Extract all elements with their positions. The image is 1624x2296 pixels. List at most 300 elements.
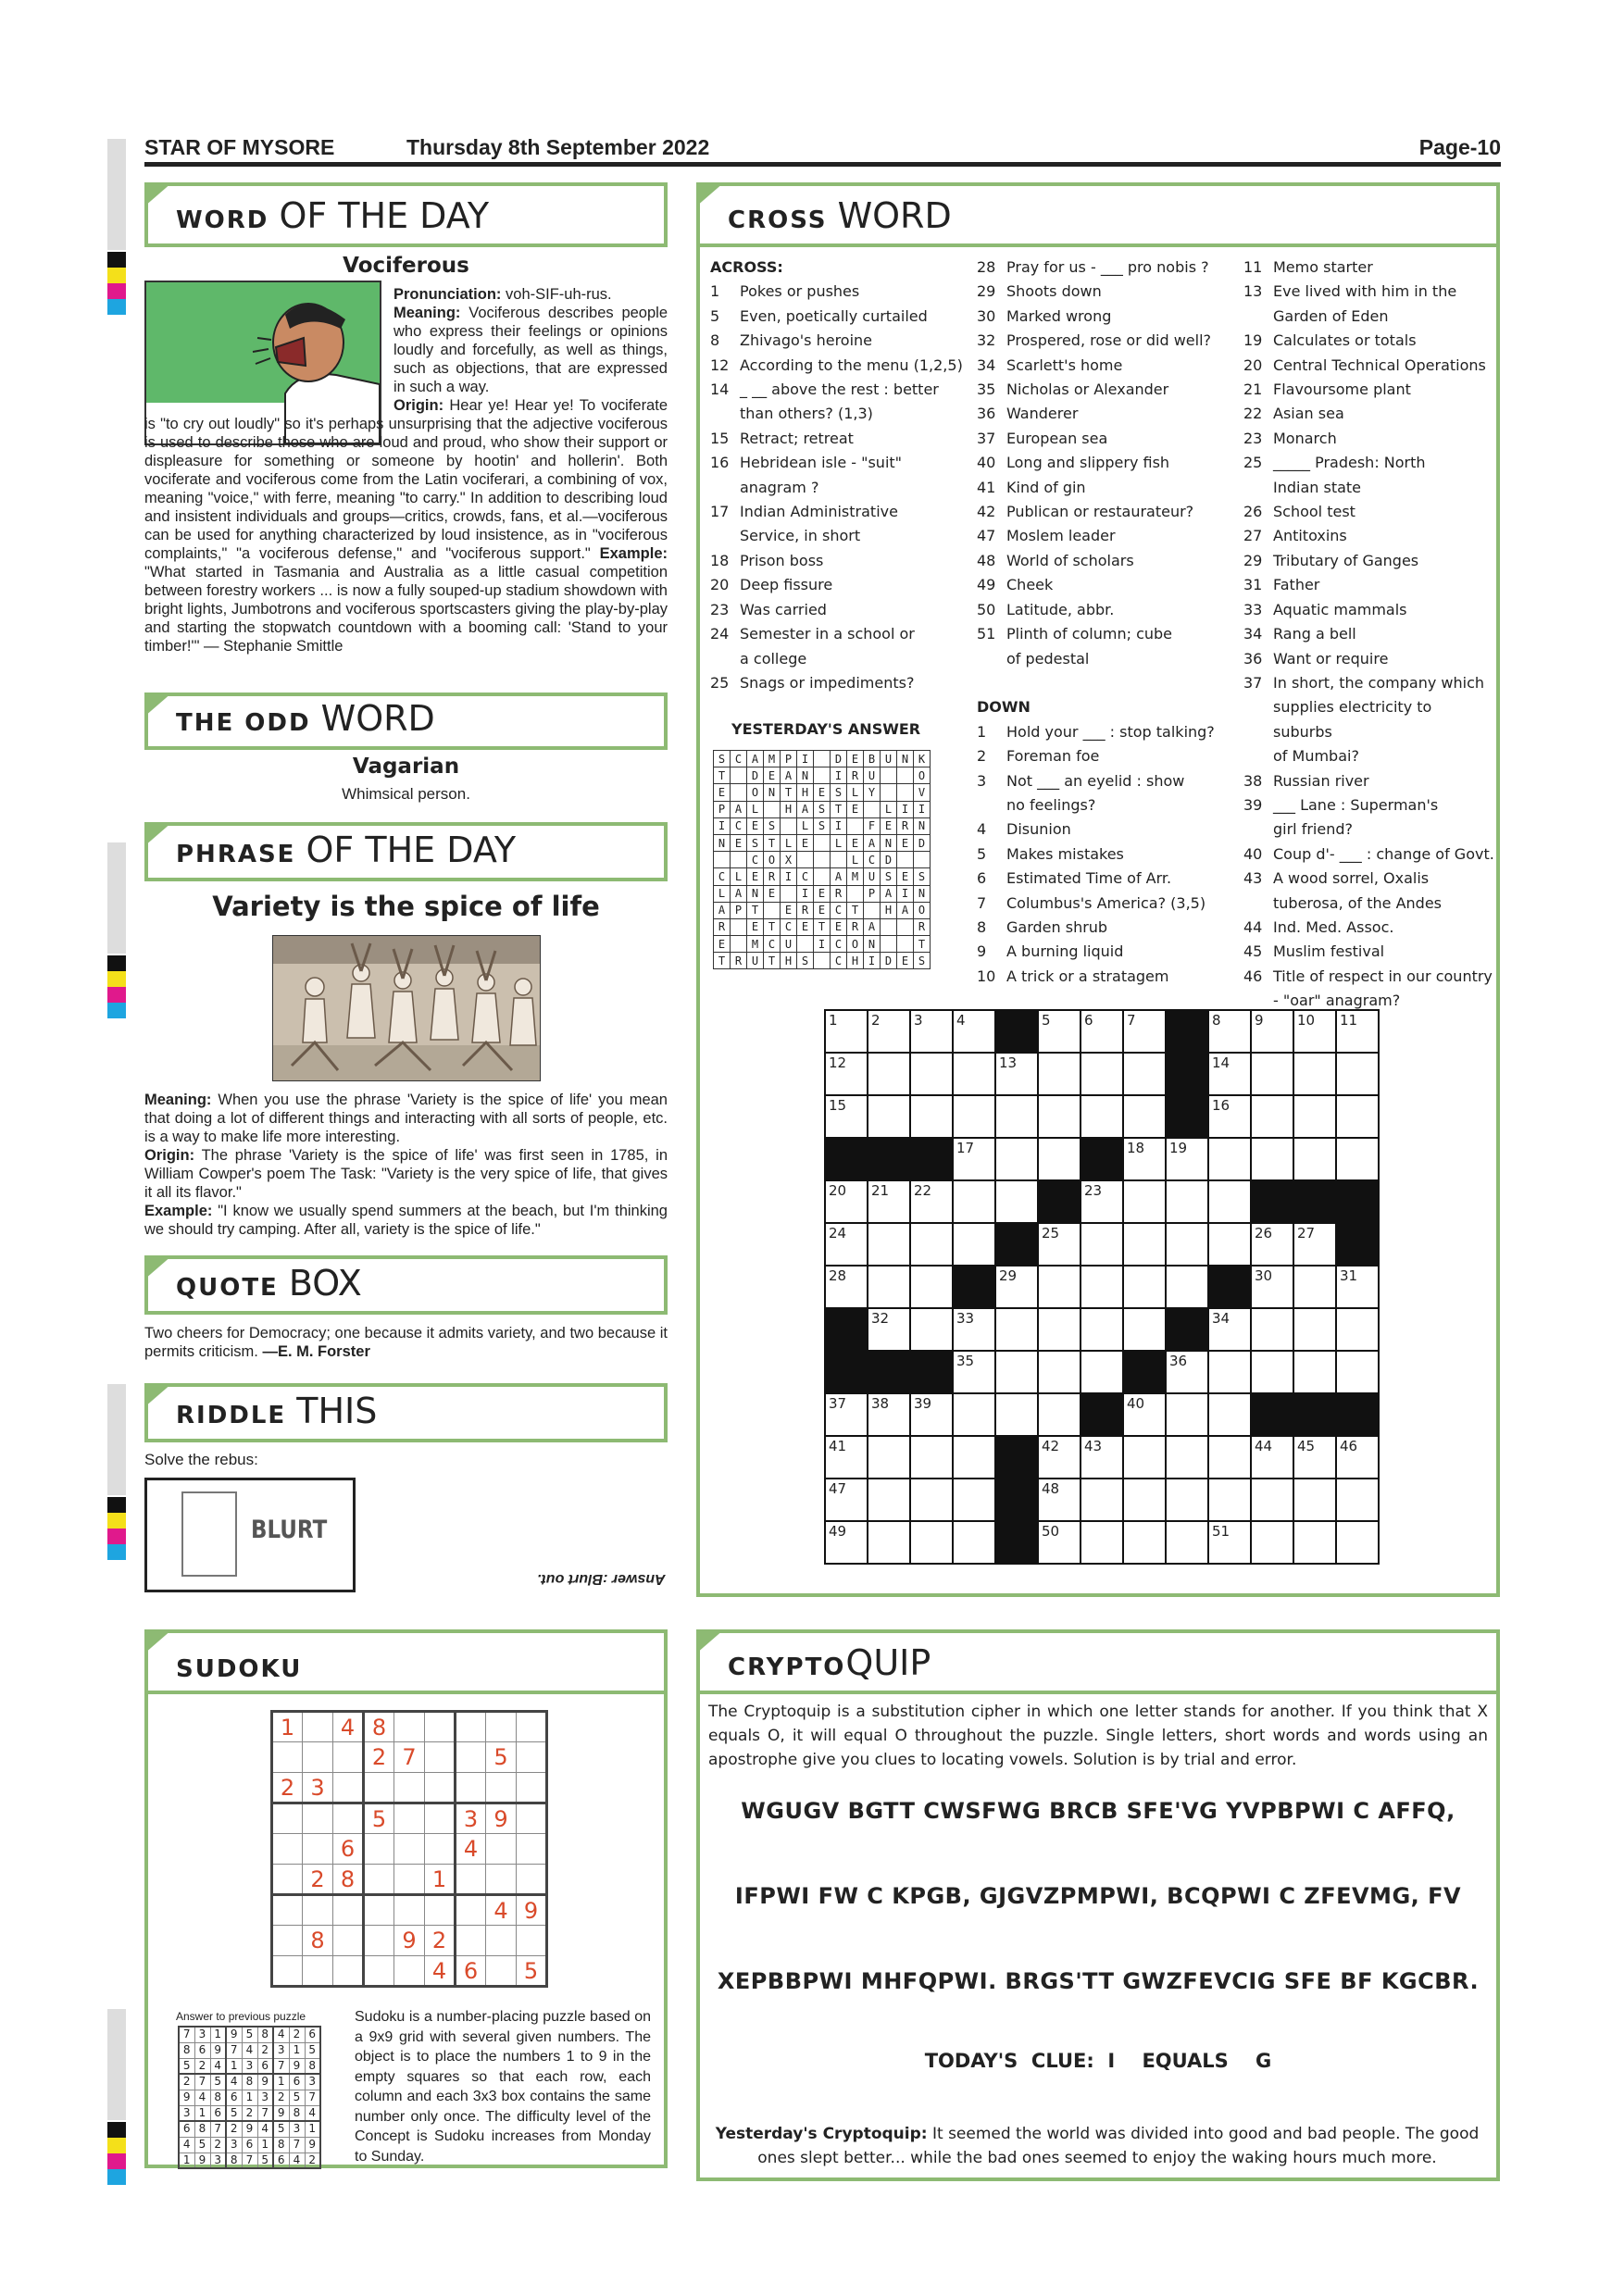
sudoku-cell[interactable] (333, 1895, 364, 1926)
answer-cell: C (831, 953, 847, 969)
sudoku-cell[interactable] (486, 1956, 517, 1987)
crossword-cell[interactable]: 41 (825, 1436, 868, 1479)
crossword-cell[interactable]: 10 (1293, 1010, 1336, 1053)
answer-cell: N (764, 784, 781, 801)
crossword-cell[interactable] (995, 1138, 1038, 1180)
crossword-cell[interactable]: 42 (1038, 1436, 1081, 1479)
clue-number: 18 (710, 551, 730, 569)
clue-item (1243, 500, 1495, 524)
crossword-cell[interactable] (1123, 1053, 1166, 1095)
answer-cell: C (831, 902, 847, 918)
crossword-cell[interactable]: 18 (1123, 1138, 1166, 1180)
sudoku-cell[interactable] (272, 1865, 303, 1895)
sudoku-cell[interactable] (333, 1773, 364, 1803)
crossword-cell[interactable]: 20 (825, 1180, 868, 1223)
clue-number: 21 (1243, 381, 1263, 399)
crossword-cell[interactable] (868, 1266, 910, 1308)
answer-cell: T (764, 918, 781, 935)
crossword-cell[interactable] (1251, 1351, 1293, 1393)
answer-blank-cell (764, 801, 781, 817)
crossword-cell[interactable] (1123, 1308, 1166, 1351)
clue-number: 10 (977, 967, 996, 985)
sudoku-answer-cell: 4 (210, 2058, 226, 2074)
sudoku-cell[interactable] (517, 1803, 547, 1834)
clue-number (1243, 892, 1273, 916)
answer-blank-cell (781, 817, 797, 834)
sudoku-cell[interactable] (517, 1712, 547, 1742)
sudoku-answer-cell: 2 (194, 2058, 210, 2074)
clue-item (977, 549, 1241, 573)
sudoku-cell[interactable] (303, 1956, 333, 1987)
crossword-cell[interactable]: 14 (1208, 1053, 1251, 1095)
sudoku-cell[interactable] (364, 1956, 394, 1987)
crossword-cell[interactable] (995, 1095, 1038, 1138)
sudoku-cell[interactable] (333, 1803, 364, 1834)
crossword-cell[interactable]: 31 (1336, 1266, 1379, 1308)
sudoku-cell[interactable] (394, 1865, 425, 1895)
crossword-black-cell (1293, 1180, 1336, 1223)
crossword-cell[interactable] (910, 1095, 953, 1138)
crossword-cell[interactable] (953, 1436, 995, 1479)
crossword-cell[interactable] (1166, 1521, 1208, 1564)
sudoku-cell[interactable] (364, 1895, 394, 1926)
sudoku-cell[interactable] (394, 1803, 425, 1834)
crossword-cell[interactable] (995, 1393, 1038, 1436)
clue-text: _____ Pradesh: North (1273, 454, 1426, 472)
sudoku-cell: 5 (364, 1803, 394, 1834)
sudoku-cell[interactable] (517, 1773, 547, 1803)
publication-name: STAR OF MYSORE (144, 135, 335, 159)
clue-number (1243, 817, 1273, 842)
sudoku-cell: 2 (272, 1773, 303, 1803)
clue-item (977, 647, 1241, 671)
crossword-cell[interactable] (1081, 1521, 1123, 1564)
crossword-cell[interactable]: 47 (825, 1479, 868, 1521)
sudoku-cell[interactable] (517, 1834, 547, 1865)
crossword-cell[interactable] (1293, 1479, 1336, 1521)
crossword-cell[interactable] (910, 1053, 953, 1095)
crossword-cell[interactable]: 23 (1081, 1180, 1123, 1223)
crossword-cell[interactable] (1336, 1351, 1379, 1393)
crossword-cell[interactable]: 24 (825, 1223, 868, 1266)
crossword-cell[interactable] (953, 1180, 995, 1223)
clue-text: Foreman foe (1006, 747, 1100, 766)
crossword-cell[interactable]: 46 (1336, 1436, 1379, 1479)
clue-number (710, 476, 740, 500)
crossword-cell[interactable] (1038, 1266, 1081, 1308)
sudoku-answer-cell: 8 (289, 2105, 305, 2121)
answer-blank-cell (781, 885, 797, 902)
crossword-cell[interactable]: 50 (1038, 1521, 1081, 1564)
crossword-cell[interactable] (1293, 1308, 1336, 1351)
clue-number: 45 (1243, 942, 1263, 961)
crossword-cell[interactable]: 38 (868, 1393, 910, 1436)
crossword-cell[interactable] (868, 1436, 910, 1479)
crossword-cell[interactable]: 19 (1166, 1138, 1208, 1180)
sudoku-cell[interactable] (517, 1742, 547, 1773)
answer-cell: U (747, 953, 764, 969)
crossword-cell[interactable]: 5 (1038, 1010, 1081, 1053)
crossword-cell[interactable] (1123, 1180, 1166, 1223)
crossword-cell[interactable] (1038, 1393, 1081, 1436)
clue-number: 3 (977, 771, 987, 790)
answer-blank-cell (731, 784, 747, 801)
crossword-cell[interactable]: 17 (953, 1138, 995, 1180)
crossword-cell[interactable]: 30 (1251, 1266, 1293, 1308)
clue-text: Plinth of column; cube (1006, 625, 1172, 643)
sudoku-cell[interactable] (425, 1895, 456, 1926)
crossword-cell[interactable] (1081, 1223, 1123, 1266)
crossword-cell[interactable]: 34 (1208, 1308, 1251, 1351)
crossword-black-cell (825, 1351, 868, 1393)
crossword-cell[interactable] (1038, 1053, 1081, 1095)
sudoku-cell[interactable] (456, 1742, 486, 1773)
answer-cell: C (731, 817, 747, 834)
clue-text: Latitude, abbr. (1006, 600, 1115, 618)
crossword-cell[interactable]: 12 (825, 1053, 868, 1095)
crossword-cell[interactable] (1251, 1053, 1293, 1095)
answer-cell: S (764, 817, 781, 834)
crossword-cell[interactable]: 48 (1038, 1479, 1081, 1521)
sudoku-cell[interactable] (456, 1865, 486, 1895)
sudoku-cell[interactable] (486, 1773, 517, 1803)
crossword-cell[interactable] (995, 1308, 1038, 1351)
crossword-cell[interactable]: 13 (995, 1053, 1038, 1095)
sudoku-answer-cell: 3 (226, 2137, 242, 2152)
origin-label: Origin: (394, 397, 444, 414)
example-text: "I know we usually spend summers at the beach, but I'm thinking we should try camping. After all, variety is the spice of life." (144, 1203, 668, 1238)
clue-text: Hebridean isle - "suit" (740, 454, 903, 472)
sudoku-cell[interactable] (303, 1742, 333, 1773)
crossword-cell[interactable] (1293, 1053, 1336, 1095)
sudoku-cell: 2 (425, 1926, 456, 1956)
crossword-cell[interactable] (1081, 1308, 1123, 1351)
corner-flag-icon (144, 1383, 172, 1407)
crossword-cell[interactable]: 21 (868, 1180, 910, 1223)
sudoku-cell[interactable] (303, 1803, 333, 1834)
across-clue-list (710, 280, 975, 695)
crossword-cell[interactable] (995, 1180, 1038, 1223)
sudoku-cell[interactable] (364, 1834, 394, 1865)
crossword-cell[interactable]: 27 (1293, 1223, 1336, 1266)
crossword-cell[interactable] (1166, 1266, 1208, 1308)
crossword-cell[interactable] (1251, 1521, 1293, 1564)
sudoku-cell[interactable] (303, 1712, 333, 1742)
sudoku-cell[interactable] (303, 1895, 333, 1926)
crossword-cell[interactable] (953, 1223, 995, 1266)
sudoku-cell[interactable] (333, 1742, 364, 1773)
clue-item (1243, 280, 1495, 304)
section-title-bold: THE ODD (176, 709, 311, 737)
sudoku-cell[interactable] (425, 1773, 456, 1803)
crossword-cell[interactable] (1123, 1436, 1166, 1479)
crossword-cell[interactable] (1208, 1138, 1251, 1180)
crossword-cell[interactable] (1293, 1521, 1336, 1564)
sudoku-cell[interactable] (272, 1803, 303, 1834)
crossword-cell[interactable] (1293, 1138, 1336, 1180)
crossword-cell[interactable] (1166, 1479, 1208, 1521)
crossword-cell[interactable] (953, 1053, 995, 1095)
crossword-cell[interactable] (1038, 1308, 1081, 1351)
sudoku-cell: 2 (364, 1742, 394, 1773)
crossword-cell[interactable] (1208, 1479, 1251, 1521)
sudoku-answer-cell: 6 (194, 2042, 210, 2058)
crossword-cell[interactable] (1251, 1138, 1293, 1180)
crossword-cell[interactable] (1166, 1393, 1208, 1436)
margin-strip-top (107, 139, 126, 250)
sudoku-cell[interactable] (333, 1926, 364, 1956)
answer-cell: C (831, 936, 847, 953)
clue-text: Title of respect in our country (1273, 967, 1493, 985)
crossword-cell[interactable]: 32 (868, 1308, 910, 1351)
crossword-cell[interactable] (953, 1479, 995, 1521)
crossword-cell[interactable] (1081, 1479, 1123, 1521)
sudoku-cell[interactable] (272, 1895, 303, 1926)
sudoku-cell[interactable] (486, 1834, 517, 1865)
answer-cell: H (781, 953, 797, 969)
quote-text-block (144, 1324, 668, 1361)
crossword-cell[interactable]: 16 (1208, 1095, 1251, 1138)
sudoku-cell[interactable] (303, 1834, 333, 1865)
sudoku-cell[interactable] (394, 1895, 425, 1926)
crossword-cell[interactable]: 44 (1251, 1436, 1293, 1479)
crossword-cell[interactable] (1123, 1266, 1166, 1308)
crossword-cell[interactable] (953, 1393, 995, 1436)
answer-cell: R (847, 918, 864, 935)
crossword-cell[interactable]: 49 (825, 1521, 868, 1564)
answer-cell: L (747, 801, 764, 817)
crossword-cell[interactable]: 8 (1208, 1010, 1251, 1053)
crossword-cell[interactable] (953, 1521, 995, 1564)
answer-cell: L (714, 885, 731, 902)
crossword-cell[interactable] (1123, 1521, 1166, 1564)
clue-number (977, 793, 1006, 817)
crossword-cell[interactable]: 22 (910, 1180, 953, 1223)
clue-text: Shoots down (1006, 282, 1102, 301)
answer-cell: C (781, 918, 797, 935)
crossword-cell[interactable] (1208, 1393, 1251, 1436)
clue-item (710, 622, 975, 646)
crossword-cell[interactable]: 1 (825, 1010, 868, 1053)
crossword-cell[interactable]: 29 (995, 1266, 1038, 1308)
clue-number: 47 (977, 527, 996, 545)
clue-number (1243, 305, 1273, 329)
crossword-cell[interactable]: 9 (1251, 1010, 1293, 1053)
crossword-black-cell (1336, 1180, 1379, 1223)
yesterday-answer-label: YESTERDAY'S ANSWER (731, 720, 921, 738)
answer-cell: A (731, 885, 747, 902)
crossword-cell[interactable] (1123, 1479, 1166, 1521)
crossword-cell[interactable] (910, 1479, 953, 1521)
sudoku-cell[interactable] (486, 1865, 517, 1895)
answer-cell: L (797, 817, 814, 834)
crossword-cell[interactable] (1166, 1436, 1208, 1479)
crossword-cell[interactable]: 4 (953, 1010, 995, 1053)
crossword-cell[interactable] (1208, 1351, 1251, 1393)
answer-cell: X (781, 852, 797, 868)
sudoku-answer-cell: 3 (242, 2058, 257, 2074)
crossword-cell[interactable] (910, 1223, 953, 1266)
crossword-cell[interactable] (1336, 1138, 1379, 1180)
sudoku-cell[interactable] (456, 1895, 486, 1926)
sudoku-cell[interactable] (486, 1926, 517, 1956)
crossword-cell[interactable] (868, 1223, 910, 1266)
crossword-cell[interactable] (1293, 1266, 1336, 1308)
crossword-cell[interactable]: 37 (825, 1393, 868, 1436)
sudoku-cell[interactable] (425, 1742, 456, 1773)
sudoku-cell[interactable] (272, 1834, 303, 1865)
sudoku-answer-cell: 9 (289, 2058, 305, 2074)
clue-number: 26 (1243, 503, 1263, 521)
crossword-cell[interactable]: 26 (1251, 1223, 1293, 1266)
crossword-cell[interactable] (910, 1266, 953, 1308)
answer-cell: O (914, 767, 931, 784)
sudoku-cell[interactable] (272, 1926, 303, 1956)
crossword-cell[interactable] (1208, 1223, 1251, 1266)
clue-text: Publican or restaurateur? (1006, 503, 1194, 521)
crossword-cell[interactable] (1123, 1223, 1166, 1266)
answer-cell: T (764, 834, 781, 851)
sudoku-answer-cell: 2 (210, 2137, 226, 2152)
crossword-cell[interactable] (1166, 1180, 1208, 1223)
sudoku-cell[interactable] (394, 1956, 425, 1987)
answer-blank-cell (797, 852, 814, 868)
crossword-cell[interactable]: 15 (825, 1095, 868, 1138)
crossword-cell[interactable]: 40 (1123, 1393, 1166, 1436)
crossword-cell[interactable]: 6 (1081, 1010, 1123, 1053)
crossword-cell[interactable] (995, 1351, 1038, 1393)
crossword-cell[interactable] (1081, 1266, 1123, 1308)
crossword-cell[interactable]: 43 (1081, 1436, 1123, 1479)
crossword-cell[interactable] (1081, 1095, 1123, 1138)
crossword-cell[interactable] (1251, 1308, 1293, 1351)
sudoku-cell[interactable] (456, 1926, 486, 1956)
quote-title-box (144, 1255, 668, 1315)
sudoku-cell[interactable] (425, 1803, 456, 1834)
sudoku-cell[interactable] (272, 1742, 303, 1773)
answer-cell: N (897, 751, 914, 767)
sudoku-cell[interactable] (425, 1834, 456, 1865)
section-title-rest: BOX (288, 1263, 362, 1304)
crossword-cell[interactable]: 39 (910, 1393, 953, 1436)
crossword-cell[interactable]: 28 (825, 1266, 868, 1308)
crossword-cell[interactable] (910, 1308, 953, 1351)
crossword-cell[interactable]: 36 (1166, 1351, 1208, 1393)
sudoku-cell[interactable] (364, 1773, 394, 1803)
crossword-cell[interactable] (868, 1479, 910, 1521)
clue-item (977, 916, 1241, 940)
crossword-cell[interactable] (1336, 1308, 1379, 1351)
crossword-grid (824, 1009, 1380, 1565)
clue-text: of Mumbai? (1273, 747, 1359, 766)
crossword-cell[interactable]: 45 (1293, 1436, 1336, 1479)
clue-text: no feelings? (1006, 795, 1096, 814)
meaning-label: Meaning: (394, 305, 461, 321)
crossword-black-cell (1081, 1393, 1123, 1436)
crossword-cell[interactable] (1123, 1095, 1166, 1138)
sudoku-cell[interactable] (517, 1926, 547, 1956)
answer-blank-cell (897, 784, 914, 801)
crossword-cell[interactable] (1336, 1479, 1379, 1521)
crossword-cell[interactable] (1251, 1479, 1293, 1521)
sudoku-cell[interactable] (272, 1956, 303, 1987)
sudoku-answer-cell: 9 (179, 2090, 194, 2105)
crossword-cell[interactable]: 25 (1038, 1223, 1081, 1266)
sudoku-cell[interactable] (333, 1956, 364, 1987)
clue-number: 32 (977, 331, 996, 350)
sudoku-answer-cell: 4 (194, 2090, 210, 2105)
sudoku-cell[interactable] (517, 1865, 547, 1895)
crossword-cell[interactable]: 3 (910, 1010, 953, 1053)
crossword-cell[interactable] (910, 1436, 953, 1479)
crossword-cell[interactable]: 33 (953, 1308, 995, 1351)
sudoku-answer-grid (178, 2026, 321, 2169)
clue-number (710, 402, 740, 426)
todays-clue: TODAY'S CLUE: I EQUALS G (924, 2050, 1272, 2072)
answer-blank-cell (897, 936, 914, 953)
sudoku-cell[interactable] (394, 1834, 425, 1865)
crossword-cell[interactable] (1336, 1095, 1379, 1138)
sudoku-cell[interactable] (364, 1926, 394, 1956)
word-of-day-definition-top (394, 285, 668, 396)
clue-number: 20 (710, 576, 730, 594)
crossword-cell[interactable] (1038, 1351, 1081, 1393)
crossword-cell[interactable] (868, 1095, 910, 1138)
clue-number (977, 647, 1006, 671)
sudoku-cell[interactable] (394, 1712, 425, 1742)
crossword-cell[interactable] (1081, 1053, 1123, 1095)
clue-text: A burning liquid (1006, 942, 1124, 961)
sudoku-cell[interactable] (425, 1712, 456, 1742)
sudoku-answer-cell: 5 (289, 2090, 305, 2105)
clue-item (977, 622, 1241, 646)
crossword-cell[interactable]: 35 (953, 1351, 995, 1393)
crossword-cell[interactable] (1251, 1095, 1293, 1138)
crossword-cell[interactable] (1166, 1223, 1208, 1266)
crossword-cell[interactable] (1208, 1180, 1251, 1223)
crossword-cell[interactable] (1336, 1521, 1379, 1564)
crossword-cell[interactable] (1336, 1053, 1379, 1095)
crossword-cell[interactable] (1293, 1095, 1336, 1138)
sudoku-cell[interactable] (394, 1773, 425, 1803)
crossword-cell[interactable] (910, 1521, 953, 1564)
crossword-cell[interactable]: 51 (1208, 1521, 1251, 1564)
crossword-cell[interactable]: 7 (1123, 1010, 1166, 1053)
answer-blank-cell (914, 852, 931, 868)
crossword-cell[interactable] (1081, 1351, 1123, 1393)
crossword-cell[interactable] (868, 1053, 910, 1095)
sudoku-cell[interactable] (456, 1712, 486, 1742)
sudoku-answer-cell: 5 (305, 2042, 320, 2058)
sudoku-cell[interactable] (456, 1773, 486, 1803)
crossword-cell[interactable]: 2 (868, 1010, 910, 1053)
crossword-black-cell (995, 1223, 1038, 1266)
clue-number: 14 (710, 381, 730, 399)
cipher-line-2: IFPWI FW C KPGB, GJGVZPMPWI, BCQPWI C ZFEVMG, FV (734, 1883, 1462, 1909)
crossword-cell[interactable]: 11 (1336, 1010, 1379, 1053)
crossword-cell[interactable] (1038, 1095, 1081, 1138)
crossword-cell[interactable] (1038, 1138, 1081, 1180)
corner-flag-icon (696, 1629, 724, 1653)
crossword-cell[interactable] (953, 1095, 995, 1138)
sudoku-cell[interactable] (364, 1865, 394, 1895)
sudoku-cell[interactable] (486, 1712, 517, 1742)
crossword-cell[interactable] (1208, 1436, 1251, 1479)
crossword-cell[interactable] (868, 1521, 910, 1564)
crossword-cell[interactable] (1293, 1351, 1336, 1393)
down-clue-list (977, 720, 1241, 989)
section-title-bold: QUOTE (176, 1274, 279, 1302)
